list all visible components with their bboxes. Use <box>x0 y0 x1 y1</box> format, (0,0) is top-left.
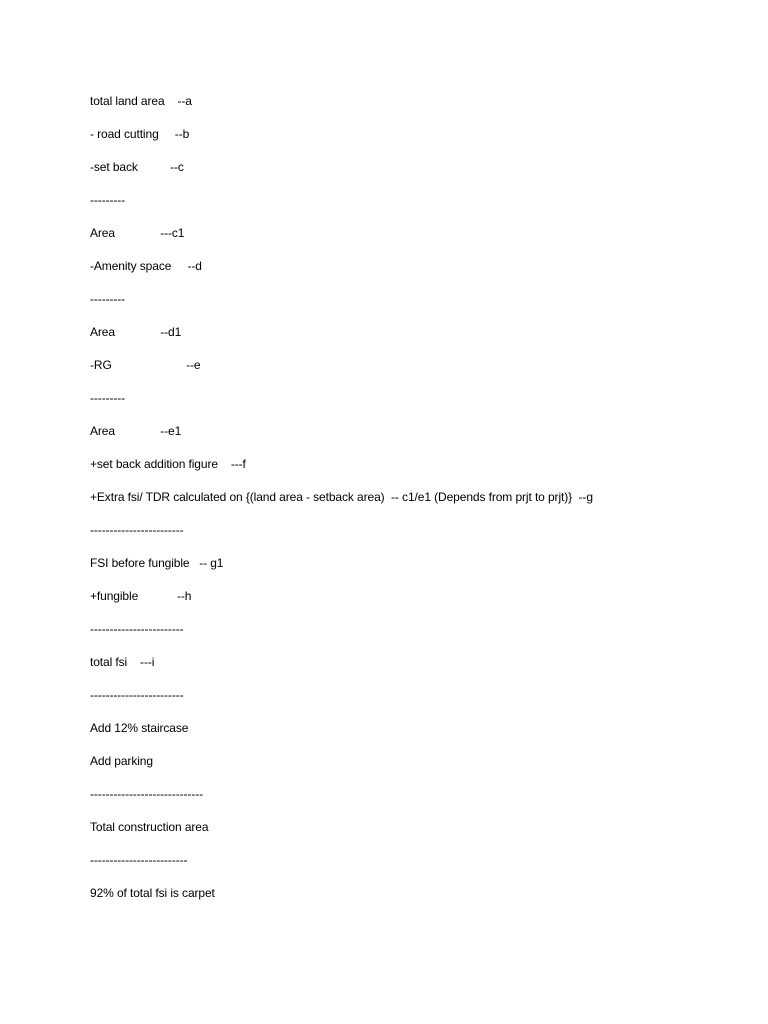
line-area-d1: Area --d1 <box>90 325 182 339</box>
line-fsi-before-fungible: FSI before fungible -- g1 <box>90 556 224 570</box>
line-fungible: +fungible --h <box>90 589 192 603</box>
line-amenity-space: -Amenity space --d <box>90 259 202 273</box>
separator-line: ------------------------ <box>90 622 184 636</box>
line-area-c1: Area ---c1 <box>90 226 185 240</box>
separator-line: --------- <box>90 193 126 207</box>
line-set-back: -set back --c <box>90 160 184 174</box>
line-extra-fsi-tdr: +Extra fsi/ TDR calculated on {(land area - setback area) -- c1/e1 (Depends from prjt to prjt)} --g <box>90 490 593 504</box>
line-add-staircase: Add 12% staircase <box>90 721 189 735</box>
separator-line: ------------------------ <box>90 688 184 702</box>
separator-line: --------- <box>90 292 126 306</box>
line-total-land-area: total land area --a <box>90 94 192 108</box>
line-total-construction-area: Total construction area <box>90 820 209 834</box>
line-road-cutting: - road cutting --b <box>90 127 190 141</box>
line-area-e1: Area --e1 <box>90 424 182 438</box>
separator-line: --------- <box>90 391 126 405</box>
line-set-back-addition: +set back addition figure ---f <box>90 457 246 471</box>
line-add-parking: Add parking <box>90 754 153 768</box>
document-body <box>90 93 710 918</box>
line-rg: -RG --e <box>90 358 201 372</box>
line-total-fsi: total fsi ---i <box>90 655 155 669</box>
separator-line: ------------------------- <box>90 853 188 867</box>
line-carpet-percentage: 92% of total fsi is carpet <box>90 886 215 900</box>
separator-line: ----------------------------- <box>90 787 203 801</box>
separator-line: ------------------------ <box>90 523 184 537</box>
